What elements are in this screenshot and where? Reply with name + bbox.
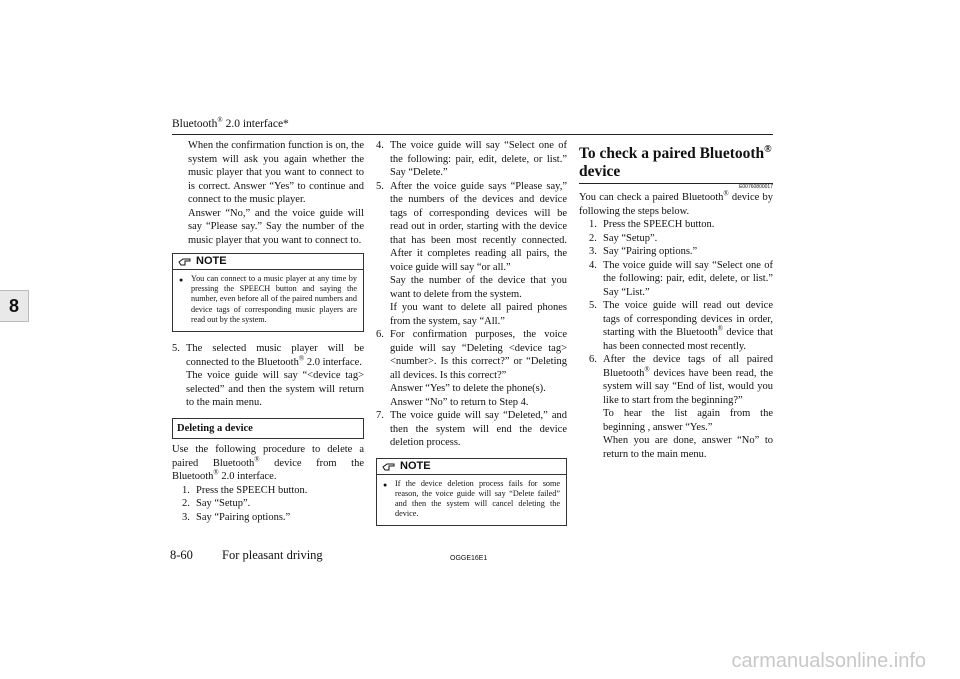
note-label: NOTE	[196, 255, 227, 268]
paragraph: Use the following procedure to delete a paired Bluetooth® device from the Bluetooth® 2.0 interface.	[172, 444, 364, 483]
paragraph: Answer “No,” and the voice guide will say “Please say.” Say the number of the music player that you want to connect to.	[188, 207, 364, 246]
note-header	[173, 254, 363, 270]
running-header: Bluetooth® 2.0 interface*	[172, 116, 289, 130]
paragraph: Answer “No” to return to Step 4.	[390, 396, 529, 408]
step-item: 5. The voice guide will read out device tags of corresponding devices in order, starting with the Bluetooth® device that has been connected most recently.	[589, 300, 773, 352]
footer-title: For pleasant driving	[222, 548, 323, 562]
step-item: 7. The voice guide will say “Deleted,” and then the system will end the device deletion process.	[376, 410, 567, 448]
step-item: 2. Say “Setup”.	[182, 498, 251, 510]
step-item: 3. Say “Pairing options.”	[182, 511, 291, 523]
step-item: 6. For confirmation purposes, the voice guide will say “Deleting <device tag> <number>. Is this correct?” or “Deleting all devices. Is this correct?”	[376, 329, 567, 381]
paragraph: To hear the list again from the beginning , answer “Yes.”	[603, 408, 773, 433]
section-heading: Deleting a device	[172, 418, 364, 440]
paragraph: Say the number of the device that you want to delete from the system.	[390, 275, 567, 300]
chapter-tab: 8	[0, 290, 29, 322]
note-label: NOTE	[400, 459, 431, 472]
note-box	[376, 458, 567, 527]
footer-code: OGGE16E1	[450, 555, 488, 562]
step-item: 1. Press the SPEECH button.	[182, 484, 308, 496]
note-text: You can connect to a music player at any time by pressing the SPEECH button and saying the number, even before all of the paired numbers and device tags of corresponding music players are read out by the system.	[191, 274, 357, 324]
step-item: 4. The voice guide will say “Select one of the following: pair, edit, delete, or list.” Say “List.”	[589, 259, 773, 298]
note-box	[172, 253, 364, 332]
step-item: 5. The selected music player will be connected to the Bluetooth® 2.0 interface.	[172, 343, 364, 368]
note-body	[173, 270, 363, 331]
step-item: 2. Say “Setup”.	[589, 232, 658, 244]
bullet-icon: ●	[179, 276, 184, 284]
note-header	[377, 459, 566, 475]
column-1	[172, 139, 364, 524]
note-text: If the device deletion process fails for some reason, the voice guide will say “Delete failed” and then the system will cancel deleting the device.	[395, 478, 560, 519]
paragraph: You can check a paired Bluetooth® device by following the steps below.	[579, 189, 773, 217]
header-rule	[172, 134, 773, 135]
note-body	[377, 475, 566, 526]
step-item: 5. After the voice guide says “Please say,” the numbers of the devices and device tags of corresponding devices will be read out in order, starting with the device that has been most recently connected. After it completes reading all pairs, the voice guide will say “or all.”	[376, 180, 567, 273]
hand-pointer-icon	[178, 256, 192, 267]
page-number: 8-60	[170, 548, 193, 562]
paragraph: If you want to delete all paired phones from the system, say “All.”	[390, 302, 567, 327]
section-code: E00760800017	[739, 184, 773, 190]
paragraph: When the confirmation function is on, the system will ask you again whether the music player that you want to connect to is correct. Answer “Yes” to continue and connect to the music player.	[188, 140, 364, 205]
section-heading: To check a paired Bluetooth® device	[579, 143, 772, 180]
hand-pointer-icon	[382, 461, 396, 472]
step-item: 4. The voice guide will say “Select one of the following: pair, edit, delete, or list.” Say “Delete.”	[376, 140, 567, 178]
step-item: 3. Say “Pairing options.”	[589, 246, 698, 257]
step-item: 1. Press the SPEECH button.	[589, 219, 715, 230]
step-item: 6. After the device tags of all paired Bluetooth® devices have been read, the system will say “End of list, would you like to start from the beginning?”	[589, 354, 773, 406]
paragraph: When you are done, answer “No” to return to the main menu.	[603, 435, 773, 460]
column-2	[376, 139, 567, 526]
column-3	[579, 139, 773, 461]
paragraph: The voice guide will say “<device tag> selected” and then the system will return to the main menu.	[186, 370, 364, 409]
watermark: carmanualsonline.info	[731, 650, 926, 672]
bullet-icon: ●	[383, 480, 388, 489]
paragraph: Answer “Yes” to delete the phone(s).	[390, 383, 546, 394]
